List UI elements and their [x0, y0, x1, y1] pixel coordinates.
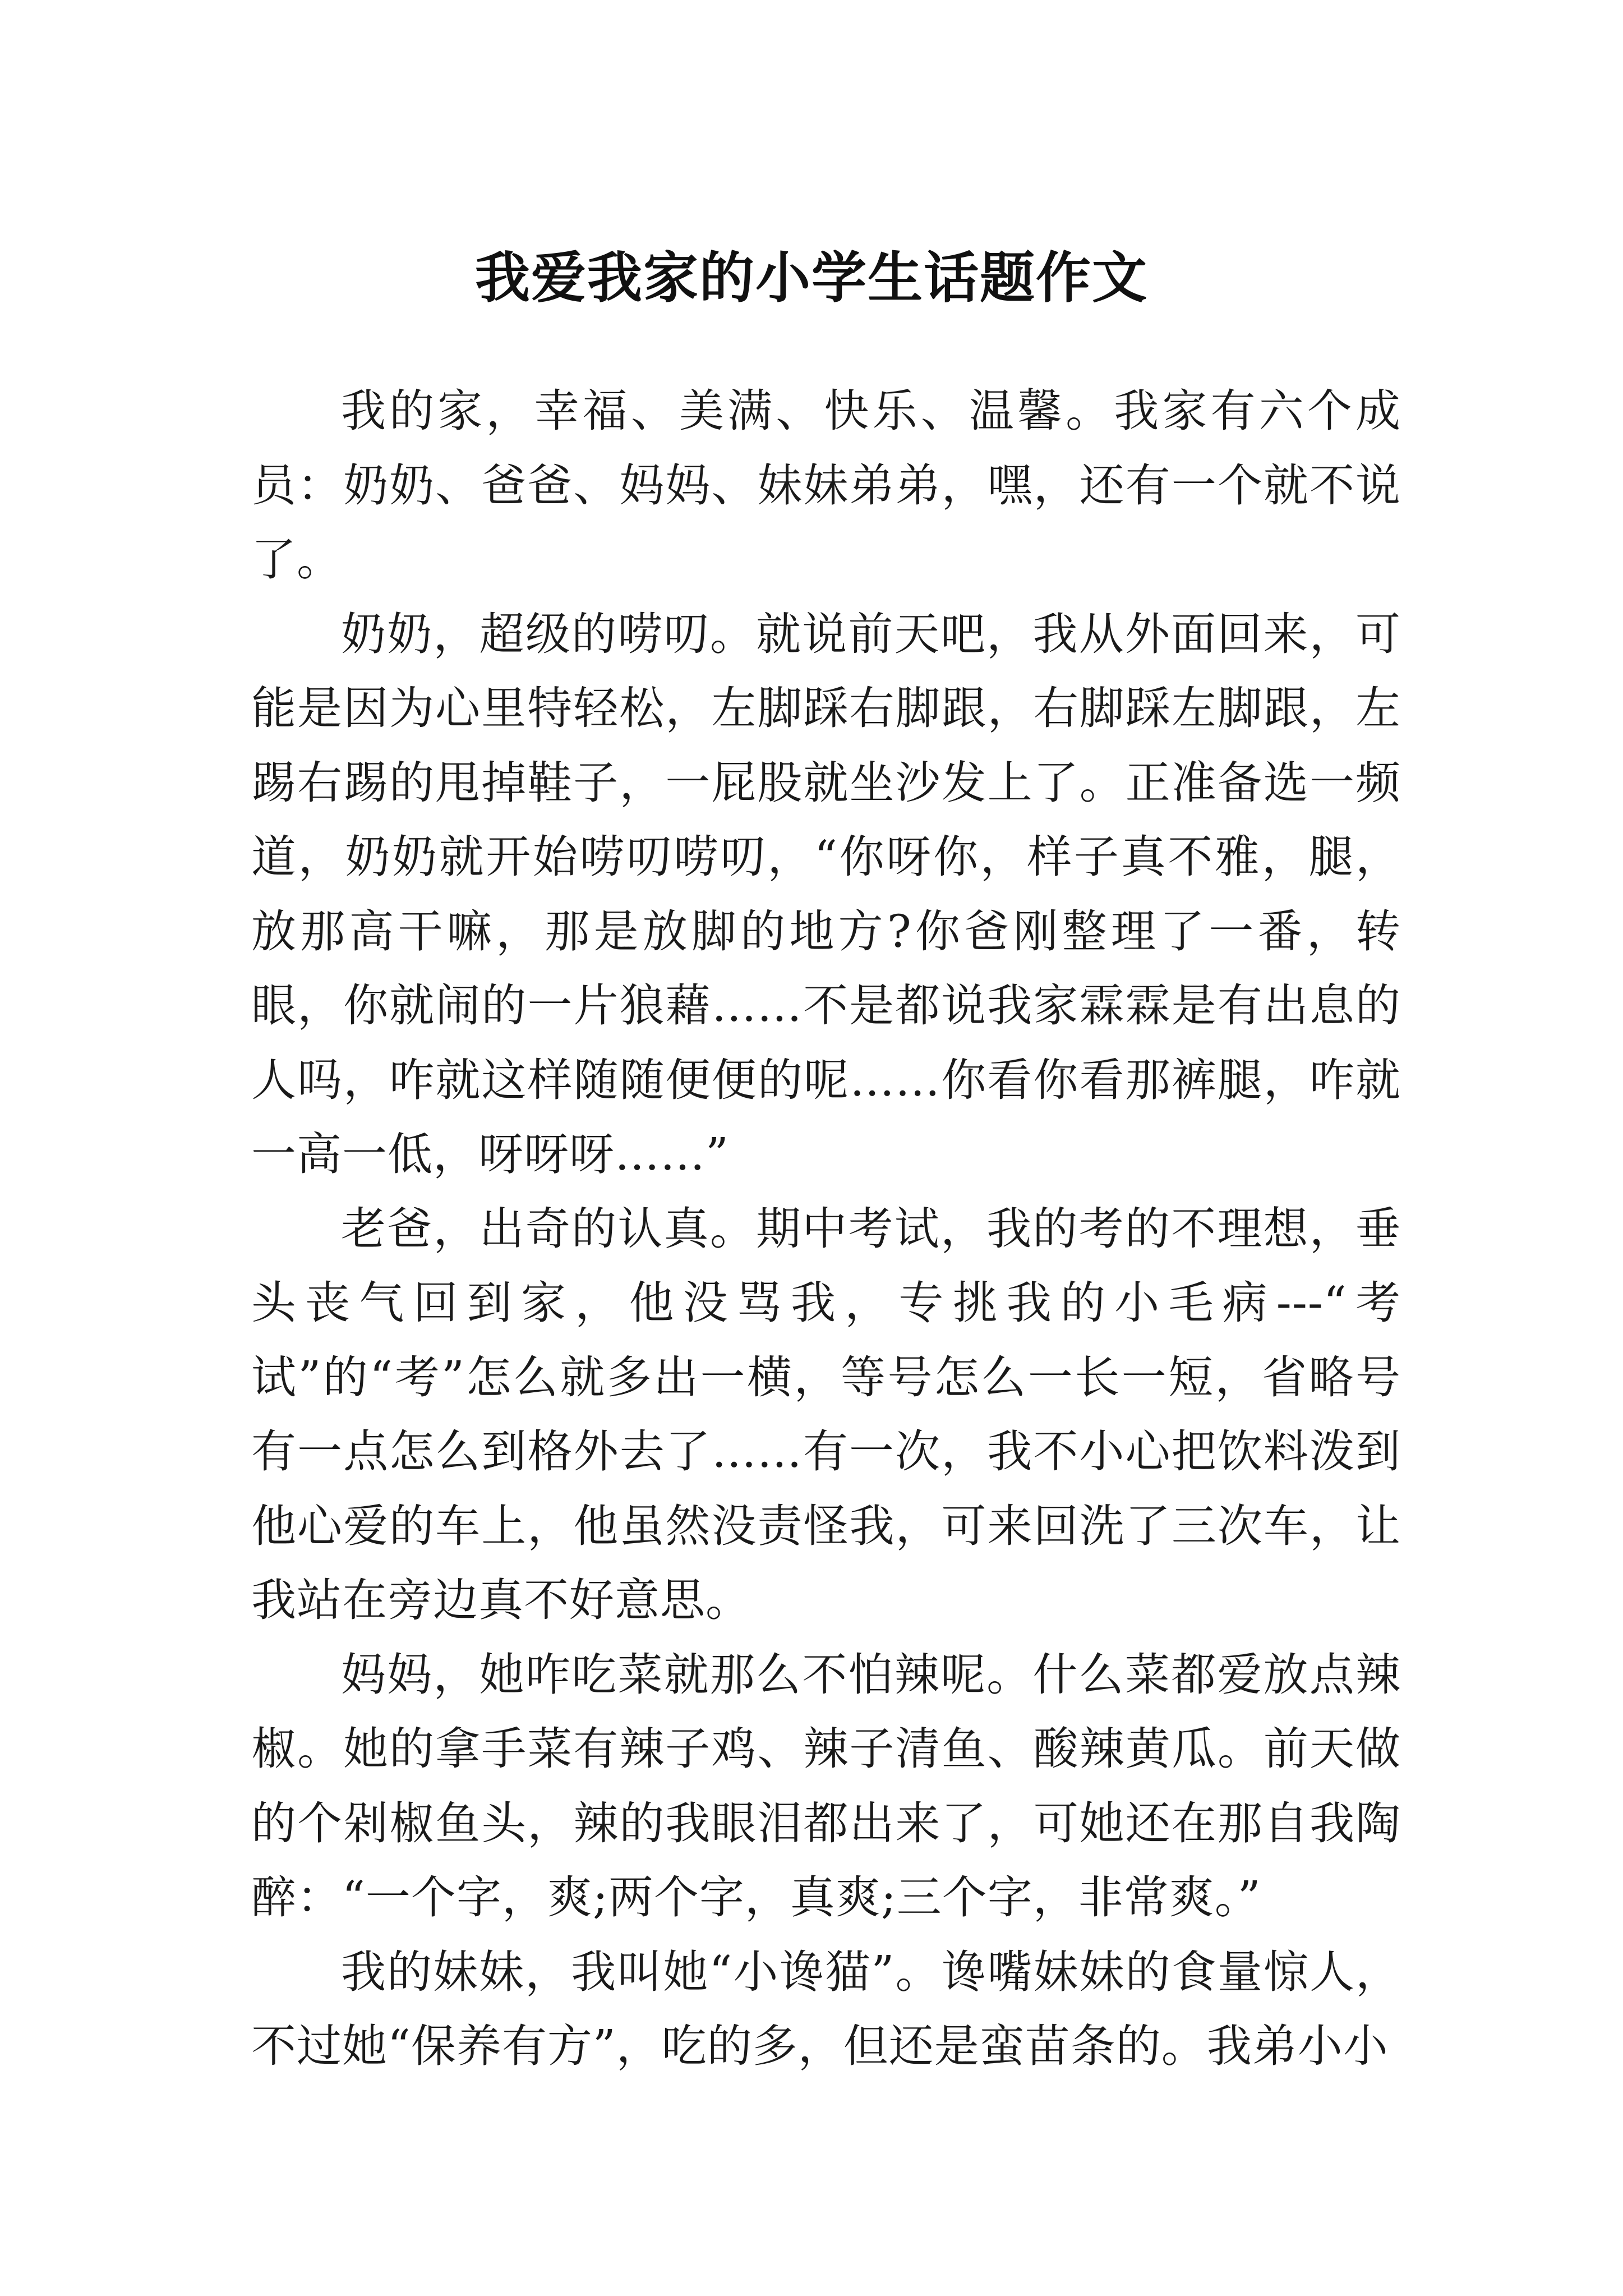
document-body	[251, 374, 1401, 2084]
paragraph-family-intro: 我的家，幸福、美满、快乐、温馨。我家有六个成员：奶奶、爸爸、妈妈、妹妹弟弟，嘿，还有一个就不说了。	[251, 385, 1401, 586]
document-title: 我爱我家的小学生话题作文	[474, 246, 1148, 310]
paragraph-grandma: 奶奶，超级的唠叨。就说前天吧，我从外面回来，可能是因为心里特轻松，左脚踩右脚跟，右脚踩左脚跟，左踢右踢的甩掉鞋子，一屁股就坐沙发上了。正准备选一频道，奶奶就开始唠叨唠叨，“你呀你，样子真不雅，腿，放那高干嘛，那是放脚的地方?你爸刚整理了一番，转眼，你就闹的一片狼藉……不是都说我家霖霖是有出息的人吗，咋就这样随随便便的呢……你看你看那裤腿，咋就一高一低，呀呀呀……”	[251, 608, 1401, 1180]
paragraph-mom: 妈妈，她咋吃菜就那么不怕辣呢。什么菜都爱放点辣椒。她的拿手菜有辣子鸡、辣子清鱼、酸辣黄瓜。前天做的个剁椒鱼头，辣的我眼泪都出来了，可她还在那自我陶醉：“一个字，爽;两个字，真爽;三个字，非常爽。”	[251, 1648, 1401, 1924]
paragraph-sister: 我的妹妹，我叫她“小谗猫”。谗嘴妹妹的食量惊人，不过她“保养有方”，吃的多，但还是蛮苗条的。我弟小小	[251, 1945, 1401, 2072]
paragraph-dad: 老爸，出奇的认真。期中考试，我的考的不理想，垂头丧气回到家，他没骂我，专挑我的小毛病---“考试”的“考”怎么就多出一横，等号怎么一长一短，省略号有一点怎么到格外去了……有一次，我不小心把饮料泼到他心爱的车上，他虽然没责怪我，可来回洗了三次车，让我站在旁边真不好意思。	[251, 1202, 1401, 1626]
